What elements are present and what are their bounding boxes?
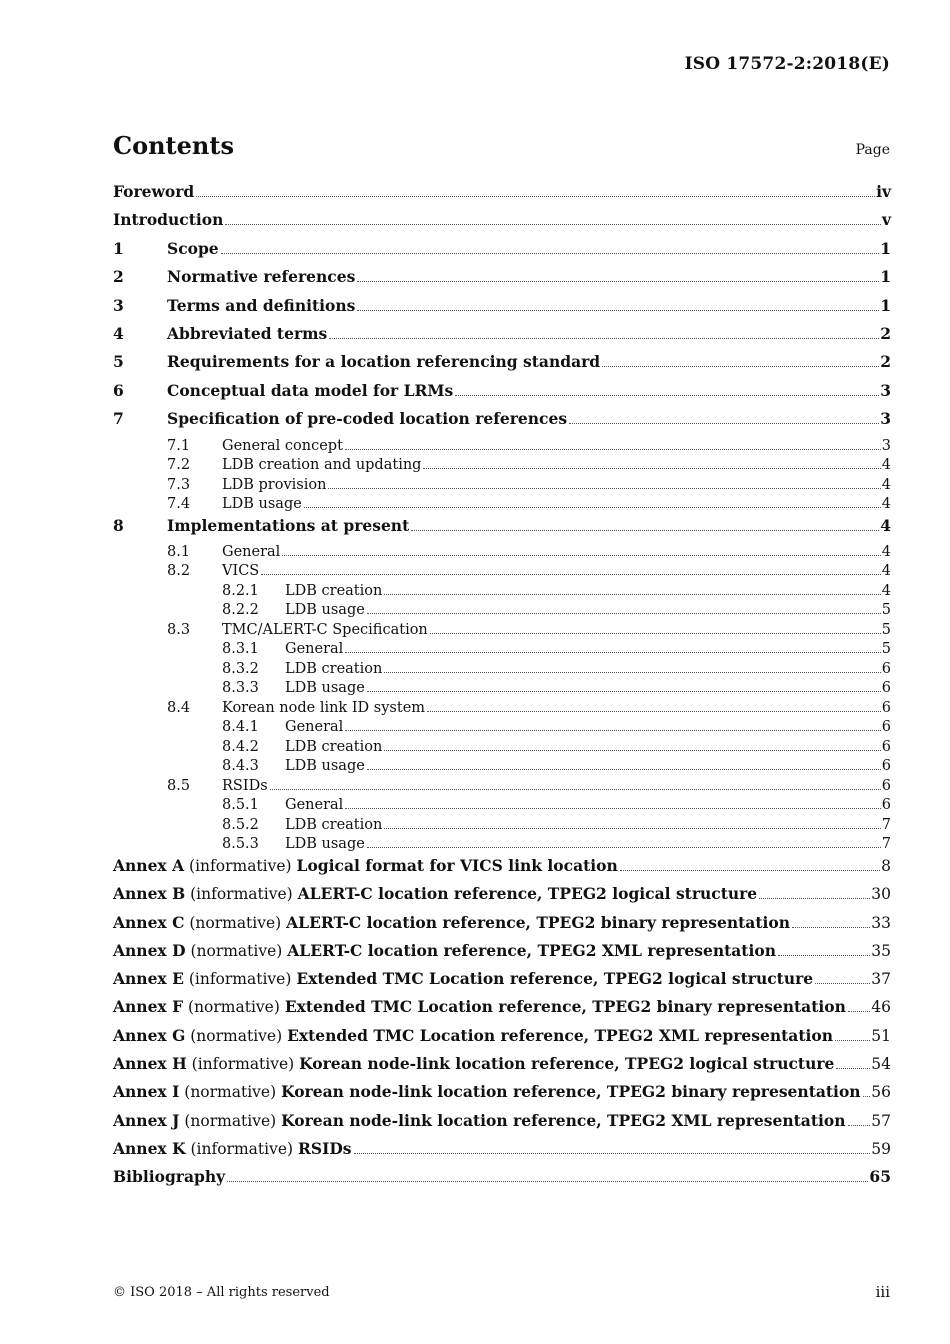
- dot-leader: [221, 253, 880, 254]
- toc-entry-page: 2: [880, 323, 891, 343]
- toc-entry-title-cell: [285, 758, 891, 774]
- toc-entry-page: 1: [880, 295, 891, 315]
- dot-leader: [569, 423, 879, 424]
- dot-leader: [304, 507, 881, 508]
- annex-type: (normative): [190, 1026, 283, 1045]
- toc-entry[interactable]: [113, 719, 891, 739]
- toc-entry-title-cell: [222, 477, 891, 493]
- annex-type: (normative): [190, 941, 283, 960]
- toc-entry[interactable]: [113, 941, 891, 969]
- toc-entry-title-cell: [113, 997, 891, 1016]
- toc-entry-title-cell: [222, 457, 891, 473]
- dot-leader: [196, 196, 875, 197]
- toc-entry-page: 4: [881, 582, 891, 599]
- toc-entry-title-cell: [167, 239, 891, 258]
- toc-entry-page: 6: [881, 797, 891, 814]
- toc-entry-page: 56: [871, 1083, 891, 1102]
- toc-entry-title: LDB provision: [222, 476, 327, 493]
- toc-entry-page: 6: [881, 719, 891, 736]
- toc-entry-title-cell: [285, 680, 891, 696]
- annex-title: Extended TMC Location reference, TPEG2 logical structure: [296, 969, 814, 989]
- toc-entry-title-cell: [113, 210, 891, 229]
- annex-type: (informative): [190, 1139, 294, 1158]
- toc-entry-page: 51: [871, 1026, 891, 1045]
- annex-type: (informative): [189, 856, 292, 875]
- toc-entry-page: iv: [876, 182, 891, 201]
- dot-leader: [423, 468, 880, 469]
- toc-entry-title-cell: [113, 856, 891, 875]
- copyright-footer: © ISO 2018 – All rights reserved: [113, 1285, 330, 1300]
- toc-entry-page: 65: [869, 1167, 891, 1187]
- toc-entry-title-cell: [113, 884, 891, 903]
- toc-entry-title: Bibliography: [113, 1167, 226, 1187]
- dot-leader: [384, 594, 880, 595]
- toc-entry[interactable]: [113, 544, 891, 564]
- toc-entry-title: Terms and definitions: [167, 295, 356, 315]
- toc-entry[interactable]: [113, 797, 891, 817]
- annex-label: Annex K: [113, 1138, 186, 1158]
- toc-entry-title-cell: [222, 700, 891, 716]
- toc-entry-page: 57: [871, 1111, 891, 1130]
- toc-entry[interactable]: [113, 856, 891, 884]
- toc-entry-title: LDB usage: [285, 680, 365, 697]
- toc-entry-number: 8.5.2: [222, 816, 259, 833]
- toc-entry-title-cell: [285, 739, 891, 755]
- dot-leader: [848, 1011, 870, 1012]
- toc-entry-title: RSIDs: [222, 777, 268, 794]
- toc-entry-title-cell: [167, 296, 891, 315]
- dot-leader: [367, 691, 881, 692]
- annex-title: ALERT-C location reference, TPEG2 XML representation: [287, 940, 776, 960]
- toc-entry-number: 8.3.2: [222, 660, 259, 677]
- toc-entry-number: 7: [113, 409, 124, 429]
- toc-entry[interactable]: [113, 641, 891, 661]
- toc-entry-number: 4: [113, 323, 124, 343]
- annex-label: Annex F: [113, 997, 184, 1017]
- dot-leader: [282, 555, 880, 556]
- annex-title: Korean node-link location reference, TPEG2 logical structure: [299, 1053, 835, 1073]
- toc-entry-page: 4: [881, 543, 891, 560]
- toc-entry[interactable]: [113, 1167, 891, 1195]
- dot-leader: [270, 789, 881, 790]
- toc-entry[interactable]: [113, 182, 891, 210]
- toc-entry-number: 1: [113, 238, 124, 258]
- toc-entry-number: 8.2: [167, 563, 191, 580]
- document-id-header: ISO 17572-2:2018(E): [684, 54, 890, 74]
- toc-entry-page: 6: [881, 738, 891, 755]
- toc-entry-title: Implementations at present: [167, 515, 410, 535]
- toc-entry-title-cell: [113, 1054, 891, 1073]
- dot-leader: [835, 1040, 870, 1041]
- toc-entry-title-cell: [167, 352, 891, 371]
- toc-entry-title-cell: [222, 496, 891, 512]
- annex-label: Annex B: [113, 884, 186, 904]
- toc-entry-title: Foreword: [113, 182, 195, 201]
- toc-entry-page: 2: [880, 352, 891, 372]
- dot-leader: [329, 338, 879, 339]
- annex-type: (normative): [188, 998, 280, 1017]
- dot-leader: [778, 955, 870, 956]
- dot-leader: [345, 730, 880, 731]
- toc-entry-title: Normative references: [167, 267, 356, 287]
- toc-entry-title-cell: [285, 602, 891, 618]
- dot-leader: [367, 613, 881, 614]
- annex-type: (normative): [184, 1083, 277, 1102]
- annex-title: ALERT-C location reference, TPEG2 logical structure: [297, 884, 758, 904]
- dot-leader: [411, 530, 879, 531]
- toc-entry-page: 5: [881, 641, 891, 658]
- toc-entry-page: 35: [871, 941, 891, 960]
- toc-entry-title: General: [285, 797, 344, 814]
- toc-entry-title: General: [222, 543, 281, 560]
- toc-entry[interactable]: [113, 680, 891, 700]
- toc-entry-page: 4: [881, 496, 891, 513]
- toc-entry-title: Specification of pre-coded location references: [167, 409, 568, 429]
- toc-entry-title: LDB usage: [285, 758, 365, 775]
- dot-leader: [225, 224, 881, 225]
- toc-entry-number: 7.3: [167, 476, 191, 493]
- toc-entry-number: 8.4: [167, 699, 191, 716]
- toc-entry-title: Introduction: [113, 210, 224, 230]
- toc-entry-number: 8.4.3: [222, 758, 259, 775]
- toc-entry-title: Requirements for a location referencing standard: [167, 352, 601, 372]
- toc-entry-title: Abbreviated terms: [167, 323, 328, 343]
- toc-entry[interactable]: [113, 739, 891, 759]
- toc-entry[interactable]: [113, 324, 891, 352]
- toc-entry[interactable]: [113, 778, 891, 798]
- toc-entry-title: TMC/ALERT-C Specification: [222, 621, 428, 638]
- toc-entry-title-cell: [167, 324, 891, 343]
- toc-entry-number: 8.1: [167, 543, 191, 560]
- toc-entry-title-cell: [285, 661, 891, 677]
- dot-leader: [345, 652, 880, 653]
- toc-entry[interactable]: [113, 1054, 891, 1082]
- toc-entry-number: 7.4: [167, 496, 191, 513]
- toc-entry-title-cell: [285, 797, 891, 813]
- toc-entry-page: 7: [881, 816, 891, 833]
- toc-entry-number: 3: [113, 295, 124, 315]
- toc-entry-page: 5: [881, 602, 891, 619]
- toc-entry[interactable]: [113, 1139, 891, 1167]
- toc-entry-page: 33: [871, 913, 891, 932]
- toc-entry-number: 7.1: [167, 437, 191, 454]
- toc-entry[interactable]: [113, 997, 891, 1025]
- annex-title: Extended TMC Location reference, TPEG2 binary representation: [284, 997, 846, 1017]
- toc-entry-title-cell: [113, 1139, 891, 1158]
- toc-entry-page: 6: [881, 758, 891, 775]
- annex-type: (normative): [189, 913, 282, 932]
- dot-leader: [328, 488, 880, 489]
- toc-entry-title-cell: [113, 913, 891, 932]
- toc-entry-page: 4: [881, 476, 891, 493]
- toc-entry[interactable]: [113, 352, 891, 380]
- page-title: Contents: [113, 131, 234, 160]
- annex-label: Annex H: [113, 1053, 187, 1073]
- toc-entry-title-cell: [167, 409, 891, 428]
- toc-entry-number: 8.5.3: [222, 836, 259, 853]
- toc-entry-page: v: [881, 210, 891, 230]
- toc-entry[interactable]: [113, 700, 891, 720]
- page-number: iii: [875, 1283, 890, 1301]
- toc-entry-number: 8.5: [167, 777, 191, 794]
- dot-leader: [384, 672, 880, 673]
- toc-entry-page: 3: [880, 409, 891, 429]
- toc-entry[interactable]: [113, 239, 891, 267]
- toc-entry[interactable]: [113, 210, 891, 238]
- dot-leader: [345, 449, 881, 450]
- toc-entry-page: 3: [881, 437, 891, 454]
- toc-entry[interactable]: [113, 884, 891, 912]
- toc-entry-title: Scope: [167, 238, 219, 258]
- toc-entry-number: 8.2.1: [222, 582, 259, 599]
- dot-leader: [357, 281, 879, 282]
- toc-entry-title-cell: [113, 969, 891, 988]
- annex-label: Annex I: [113, 1082, 180, 1102]
- toc-entry[interactable]: [113, 1111, 891, 1139]
- toc-entry-page: 1: [880, 238, 891, 258]
- toc-entry-title-cell: [113, 182, 891, 201]
- toc-entry[interactable]: [113, 913, 891, 941]
- toc-entry-number: 8.3.1: [222, 641, 259, 658]
- annex-label: Annex D: [113, 940, 186, 960]
- toc-entry-title-cell: [222, 622, 891, 638]
- annex-label: Annex E: [113, 969, 184, 989]
- toc-entry-title: LDB creation: [285, 582, 383, 599]
- toc-entry-page: 54: [871, 1054, 891, 1073]
- annex-title: Korean node-link location reference, TPEG2 binary representation: [281, 1082, 861, 1102]
- toc-entry[interactable]: [113, 477, 891, 497]
- toc-entry-title-cell: [113, 1026, 891, 1045]
- toc-entry-title: LDB usage: [285, 602, 365, 619]
- toc-entry-page: 6: [881, 777, 891, 794]
- toc-entry-page: 6: [881, 699, 891, 716]
- toc-entry-title-cell: [222, 778, 891, 794]
- dot-leader: [384, 828, 880, 829]
- toc-entry-page: 4: [880, 515, 891, 535]
- toc-entry-title-cell: [222, 438, 891, 454]
- annex-type: (normative): [184, 1111, 277, 1130]
- table-of-contents: [113, 182, 891, 1196]
- toc-entry-title-cell: [285, 836, 891, 852]
- annex-type: (informative): [190, 885, 293, 904]
- toc-entry-page: 4: [881, 563, 891, 580]
- toc-entry-title-cell: [285, 641, 891, 657]
- toc-entry-number: 7.2: [167, 457, 191, 474]
- toc-entry-number: 8: [113, 515, 124, 535]
- annex-type: (informative): [188, 970, 292, 989]
- toc-entry-title-cell: [222, 544, 891, 560]
- toc-entry[interactable]: [113, 583, 891, 603]
- toc-entry[interactable]: [113, 267, 891, 295]
- dot-leader: [455, 395, 879, 396]
- toc-entry[interactable]: [113, 817, 891, 837]
- dot-leader: [354, 1153, 871, 1154]
- toc-entry-title-cell: [285, 817, 891, 833]
- dot-leader: [227, 1181, 868, 1182]
- toc-entry[interactable]: [113, 381, 891, 409]
- toc-entry-title-cell: [285, 583, 891, 599]
- toc-entry[interactable]: [113, 836, 891, 856]
- toc-entry[interactable]: [113, 1026, 891, 1054]
- dot-leader: [357, 310, 879, 311]
- page-column-label: Page: [855, 142, 890, 158]
- toc-entry-title: General: [285, 719, 344, 736]
- dot-leader: [427, 711, 881, 712]
- dot-leader: [792, 927, 870, 928]
- annex-title: RSIDs: [298, 1138, 352, 1158]
- toc-entry-number: 8.3.3: [222, 680, 259, 697]
- toc-entry-number: 8.5.1: [222, 797, 259, 814]
- annex-type: (informative): [191, 1054, 295, 1073]
- toc-entry[interactable]: [113, 563, 891, 583]
- toc-entry[interactable]: [113, 516, 891, 544]
- toc-entry-title-cell: [167, 381, 891, 400]
- toc-entry-title: LDB creation: [285, 816, 383, 833]
- dot-leader: [620, 870, 880, 871]
- toc-entry[interactable]: [113, 622, 891, 642]
- toc-entry-title-cell: [113, 1167, 891, 1186]
- toc-entry-page: 8: [881, 856, 891, 875]
- toc-entry-number: 2: [113, 267, 124, 287]
- annex-label: Annex G: [113, 1025, 186, 1045]
- toc-entry-title: LDB creation and updating: [222, 457, 422, 474]
- toc-entry-page: 30: [871, 885, 891, 904]
- toc-entry-title: LDB creation: [285, 660, 383, 677]
- toc-entry-title: Conceptual data model for LRMs: [167, 380, 454, 400]
- toc-entry-title: General concept: [222, 437, 343, 454]
- annex-title: Extended TMC Location reference, TPEG2 XML representation: [287, 1025, 833, 1045]
- toc-entry-page: 46: [871, 998, 891, 1017]
- dot-leader: [848, 1125, 871, 1126]
- toc-entry-page: 4: [881, 457, 891, 474]
- dot-leader: [759, 898, 870, 899]
- toc-entry-title: LDB usage: [285, 836, 365, 853]
- dot-leader: [836, 1068, 870, 1069]
- dot-leader: [367, 847, 881, 848]
- toc-entry-title-cell: [113, 1111, 891, 1130]
- toc-entry-page: 1: [880, 267, 891, 287]
- toc-entry-title-cell: [285, 719, 891, 735]
- toc-entry[interactable]: [113, 409, 891, 437]
- toc-entry-title-cell: [167, 516, 891, 535]
- toc-entry[interactable]: [113, 758, 891, 778]
- toc-entry-page: 7: [881, 836, 891, 853]
- toc-entry-number: 8.4.2: [222, 738, 259, 755]
- toc-entry-number: 8.4.1: [222, 719, 259, 736]
- toc-entry[interactable]: [113, 296, 891, 324]
- toc-entry-title: General: [285, 641, 344, 658]
- dot-leader: [261, 574, 881, 575]
- toc-entry-page: 5: [881, 621, 891, 638]
- toc-entry-title: LDB usage: [222, 496, 302, 513]
- toc-entry-title-cell: [167, 267, 891, 286]
- toc-entry[interactable]: [113, 602, 891, 622]
- toc-entry-title: LDB creation: [285, 738, 383, 755]
- toc-entry-number: 8.3: [167, 621, 191, 638]
- toc-entry-title: Korean node link ID system: [222, 699, 426, 716]
- dot-leader: [345, 808, 880, 809]
- annex-label: Annex A: [113, 855, 185, 875]
- toc-entry-title-cell: [113, 1082, 891, 1101]
- toc-entry-title: VICS: [222, 563, 260, 580]
- annex-title: Korean node-link location reference, TPEG2 XML representation: [281, 1110, 846, 1130]
- toc-entry[interactable]: [113, 1082, 891, 1110]
- toc-entry-number: 6: [113, 380, 124, 400]
- toc-entry-page: 59: [871, 1139, 891, 1158]
- dot-leader: [815, 983, 870, 984]
- toc-entry[interactable]: [113, 457, 891, 477]
- dot-leader: [863, 1096, 871, 1097]
- toc-entry[interactable]: [113, 438, 891, 458]
- annex-label: Annex J: [113, 1110, 180, 1130]
- annex-title: ALERT-C location reference, TPEG2 binary representation: [286, 912, 790, 932]
- toc-entry-page: 37: [871, 970, 891, 989]
- annex-title: Logical format for VICS link location: [296, 855, 618, 875]
- toc-entry[interactable]: [113, 661, 891, 681]
- dot-leader: [384, 750, 880, 751]
- dot-leader: [602, 366, 879, 367]
- toc-entry-title-cell: [113, 941, 891, 960]
- dot-leader: [430, 633, 881, 634]
- toc-entry[interactable]: [113, 496, 891, 516]
- toc-entry-page: 3: [880, 380, 891, 400]
- toc-entry-page: 6: [881, 660, 891, 677]
- toc-entry-number: 5: [113, 352, 124, 372]
- dot-leader: [367, 769, 881, 770]
- toc-entry-page: 6: [881, 680, 891, 697]
- toc-entry-title-cell: [222, 563, 891, 579]
- annex-label: Annex C: [113, 912, 185, 932]
- toc-entry-number: 8.2.2: [222, 602, 259, 619]
- toc-entry[interactable]: [113, 969, 891, 997]
